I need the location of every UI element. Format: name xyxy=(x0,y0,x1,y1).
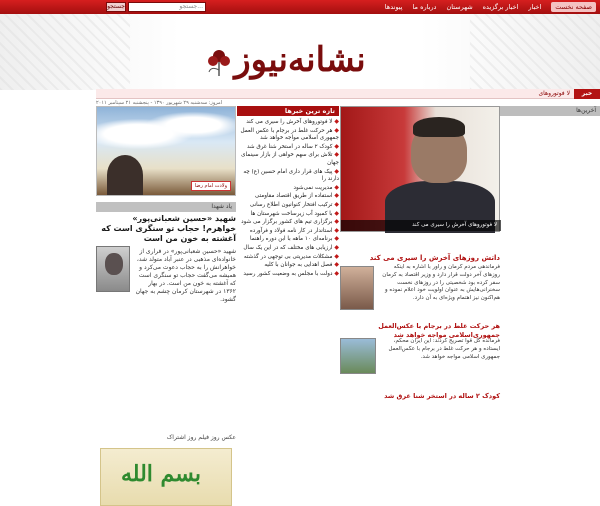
news-item[interactable]: ◆ استاندار در کار نامه فولاد و فرآورده xyxy=(249,226,339,234)
latest-news-column xyxy=(237,106,339,400)
feature-image[interactable] xyxy=(340,106,500,232)
banner-pattern-left xyxy=(0,14,130,90)
news-item[interactable]: ◆ کودک ۲ ساله در استخر شنا غرق شد xyxy=(246,142,339,150)
menu-item-city[interactable]: شهرستان xyxy=(446,3,473,11)
news-item[interactable]: ◆ مشکلات مدیریتی بی توجهی در گذشته xyxy=(243,252,339,260)
story-headline-3[interactable]: کودک ۲ ساله در استخر شنا غرق شد xyxy=(384,392,500,400)
logo-text: نشانه‌نیوز xyxy=(234,40,366,80)
header-banner xyxy=(0,14,600,90)
flower-icon xyxy=(205,46,233,76)
top-nav xyxy=(0,0,600,14)
menu-item-news[interactable]: اخبار xyxy=(528,3,542,11)
martyr-summary: شهید «حسین شعبانی‌پور» در فراری از خانواده‌ای مذهبی در عنبر آباد متولد شد، خواهرانش را به حجاب دعوت می‌کرد و همیشه می‌گفت حجاب تو سنگری است که آغشته به خون من است. در بهار ۱۳۶۲ در شهرستان کرمان چشم به جهان گشود. xyxy=(135,248,236,303)
far-right-column xyxy=(500,106,600,400)
far-right-header xyxy=(500,106,600,116)
story-headline-2[interactable]: هر حرکت غلط در برجام با عکس‌العمل جمهوری‌اسلامی مواجه خواهد شد xyxy=(378,322,500,339)
news-item[interactable]: ◆ دولت با مجلس به وضعیت کشور رسید xyxy=(243,269,339,277)
martyr-photo[interactable] xyxy=(96,246,130,292)
news-item[interactable]: ◆ لا فوتوروهای آخرش را سیری می کند xyxy=(246,118,339,125)
story-summary-1: فرماندهی مردم کرمان و راور با اشاره به اینکه روزهای آخر دولت قرار دارد و وزیر اقتصاد به کرمان سفر کرده بود شخصیتی را در روزهای نخست سخنرانی‌هایش به عنوان اولویت خود اعلام نموده و هم‌اکنون نیز اهتمام ویژه‌ای به آن دارد. xyxy=(382,264,500,302)
story-headline-1[interactable]: داتش روزهای آخرش را سیری می کند xyxy=(369,254,500,262)
news-item[interactable]: ◆ استفاده از طریق اقتصاد مقاومتی xyxy=(254,192,339,200)
main-menu xyxy=(385,2,596,12)
calligraphy: بسم الله xyxy=(121,461,201,487)
breaking-news-bar xyxy=(96,89,600,99)
menu-item-featured[interactable]: اخبار برگزیده xyxy=(482,3,519,11)
feature-hair xyxy=(413,117,465,137)
current-date: امروز: سه‌شنبه ۲۹ شهریور ۱۳۹۰ - پنجشنبه ۲۱ سپتامبر ۲۰۱۱ xyxy=(96,100,223,106)
news-item[interactable]: ◆ ارزیابی های مختلف که در این یک سال xyxy=(243,243,339,251)
news-item[interactable]: ◆ مدیریت نمی‌شود xyxy=(293,183,339,191)
feature-caption: لا فوتوروهای آخرش را سیری می کند xyxy=(341,220,501,231)
promo-image[interactable] xyxy=(96,106,236,196)
gallery-title[interactable]: عکس روز فیلم روز اشتراک xyxy=(166,434,236,441)
story-thumb-1[interactable] xyxy=(340,266,374,310)
far-right-title: آخرین‌ها xyxy=(576,107,596,114)
news-item[interactable]: ◆ پیک های قرار داری امام حسین (ع) چه دارند را xyxy=(243,167,339,183)
news-item[interactable]: ◆ هر حرکت غلط در برجام با عکس العمل جمهوری اسلامی مواجه خواهد شد xyxy=(240,126,339,142)
latest-news-header xyxy=(237,106,339,116)
news-item[interactable]: ◆ تلاش برای سهم خواهی از بازار سینمای جهان xyxy=(241,151,339,166)
banner-pattern-right xyxy=(470,14,600,90)
martyr-section-header xyxy=(96,202,236,212)
gallery-image[interactable] xyxy=(100,448,232,506)
latest-news-title: تازه ترین خبرها xyxy=(284,107,335,115)
search-input[interactable]: جستجو... xyxy=(128,2,206,12)
menu-item-about[interactable]: درباره ما xyxy=(412,3,437,11)
menu-item-home[interactable]: صفحه نخست xyxy=(551,2,596,12)
menu-item-links[interactable]: پیوندها xyxy=(384,3,403,11)
news-item[interactable]: ◆ برگزاری تیم های کشور برگزار می شود xyxy=(241,218,339,226)
story-summary-2: فرمانده کل قوا تصریح کردند: این ایران محکم، ایستاده و هر حرکت غلط در برجام با عکس‌العمل جمهوری اسلامی مواجه خواهد شد. xyxy=(388,338,500,360)
breaking-tag: خبر xyxy=(574,89,600,99)
news-item[interactable]: ◆ با کمبود آب زیرساخت شهرستان ها xyxy=(250,209,339,217)
news-item[interactable]: ◆ فصل اهدایی به جوانان با کلیه xyxy=(264,261,339,269)
story-thumb-2[interactable] xyxy=(340,338,376,374)
site-logo[interactable] xyxy=(205,36,395,92)
left-column xyxy=(96,106,236,487)
main-story-column xyxy=(340,106,500,400)
promo-clouds xyxy=(97,107,235,152)
search-button[interactable]: جستجو xyxy=(107,3,125,10)
news-item[interactable]: ◆ ترکیب افتخار کنوانیون اطلاع رسانی xyxy=(249,200,339,208)
promo-label: ولادت امام رضا xyxy=(191,181,231,191)
martyr-header-label: یاد شهدا xyxy=(211,203,232,210)
promo-figure xyxy=(107,155,143,195)
latest-news-list xyxy=(237,118,339,278)
martyr-headline[interactable]: شهید «حسین شعبانی‌پور» خواهرم! حجاب تو سنگری است که آغشته به خون من است xyxy=(101,214,236,243)
martyr-face xyxy=(105,253,123,275)
news-item[interactable]: ◆ برنامه‌ای ۱۰ ماهه با ابن دوره راهنما xyxy=(250,235,339,243)
breaking-ticker[interactable]: لا فوتوروهای xyxy=(538,90,570,97)
